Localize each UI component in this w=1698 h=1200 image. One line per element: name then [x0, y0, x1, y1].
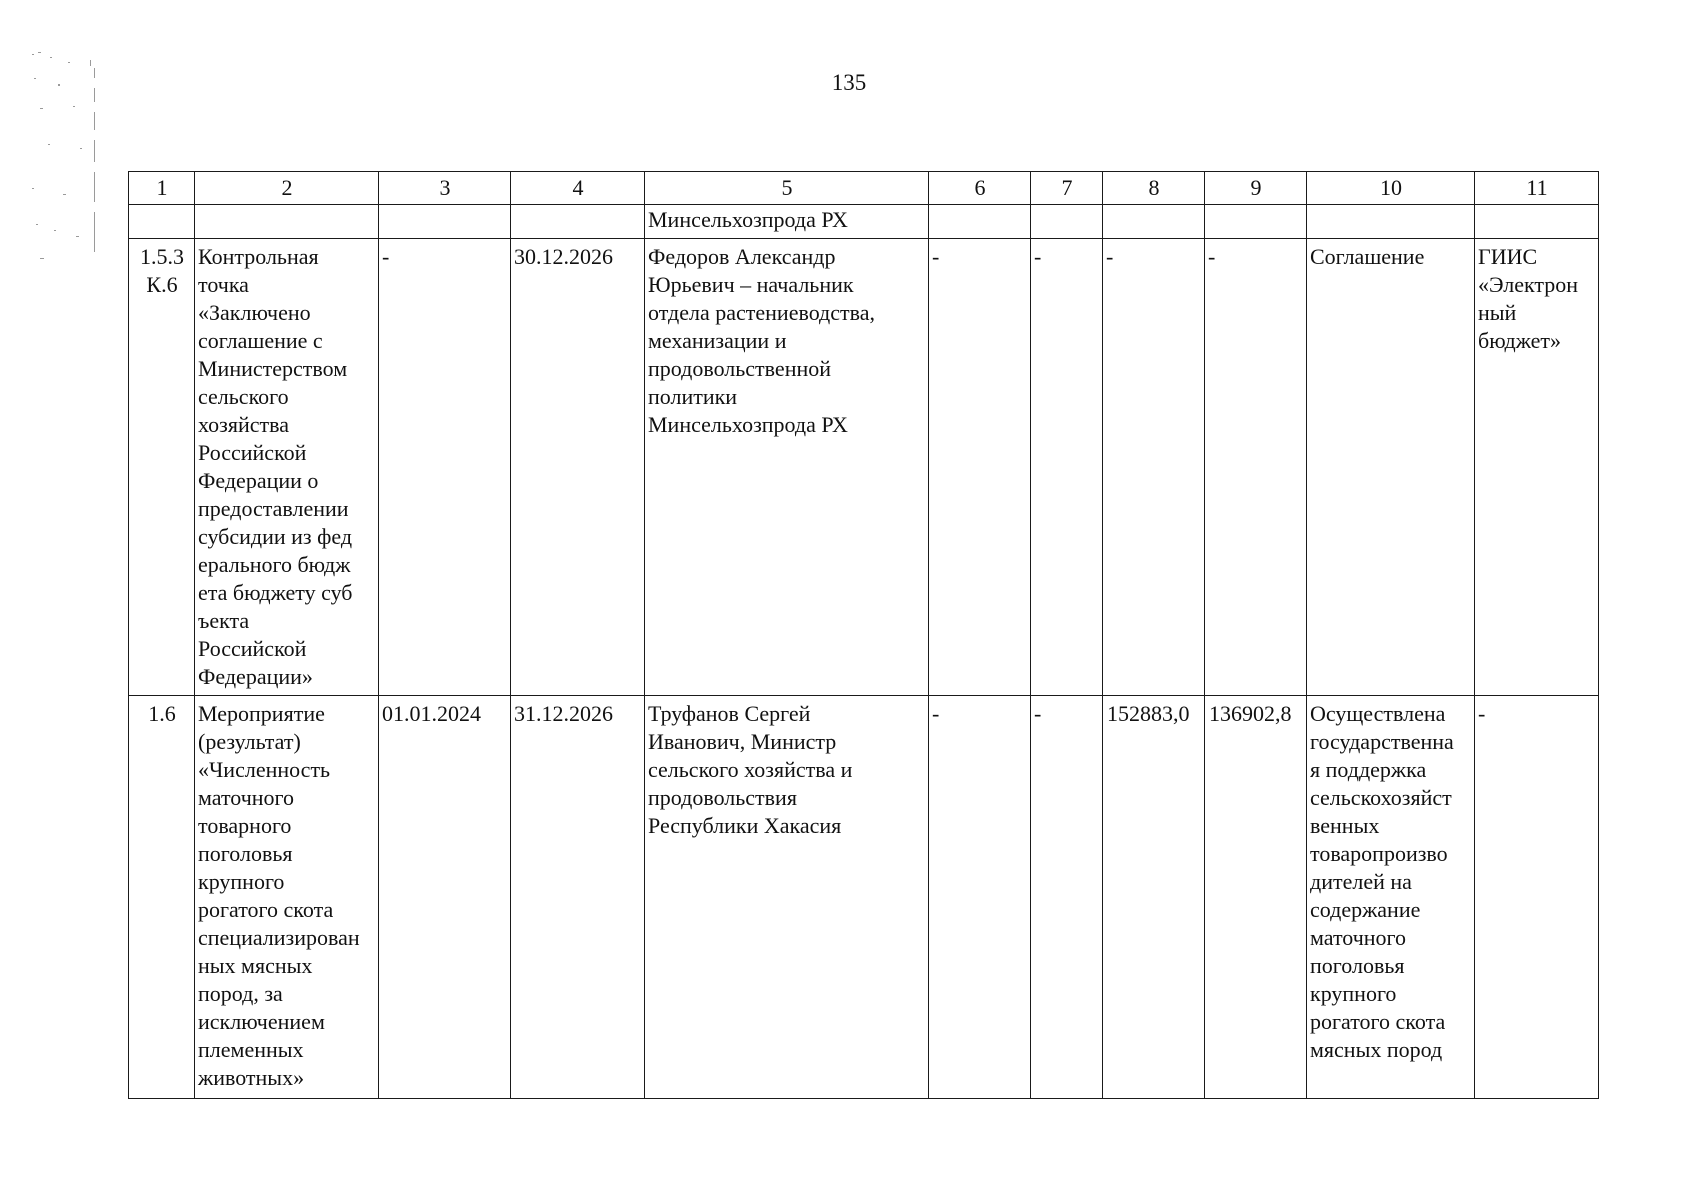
col-7-value: - [1031, 239, 1103, 696]
cell [1205, 205, 1307, 239]
row-number: 1.6 [129, 696, 195, 1099]
header-col-5: 5 [645, 172, 929, 205]
cell [511, 205, 645, 239]
start-date: - [379, 239, 511, 696]
responsible: Труфанов Сергей Иванович, Министр сельского хозяйства и продовольствия Республики Хакасия [645, 696, 929, 1099]
cell [929, 205, 1031, 239]
page-number: 135 [831, 70, 867, 95]
header-col-1: 1 [129, 172, 195, 205]
header-col-6: 6 [929, 172, 1031, 205]
header-col-3: 3 [379, 172, 511, 205]
responsible: Федоров Александр Юрьевич – начальник отдела растениеводства, механизации и продовольственной политики Минсельхозпрода РХ [645, 239, 929, 696]
row-name: Мероприятие (результат) «Численность маточного товарного поголовья крупного рогатого скота специализирован ных мясных пород, за исключением племенных животных» [195, 696, 379, 1099]
information-system: ГИИС «Электрон ный бюджет» [1475, 239, 1599, 696]
header-row [129, 172, 1599, 205]
col-6-value: - [929, 239, 1031, 696]
result-description: Соглашение [1307, 239, 1475, 696]
continuation-row [129, 205, 1599, 239]
col-9-value: - [1205, 239, 1307, 696]
header-col-4: 4 [511, 172, 645, 205]
cell [379, 205, 511, 239]
table-row [129, 696, 1599, 1099]
header-col-11: 11 [1475, 172, 1599, 205]
cell [1475, 205, 1599, 239]
header-col-2: 2 [195, 172, 379, 205]
cell [129, 205, 195, 239]
scan-margin-artifact [28, 48, 103, 268]
cell [1307, 205, 1475, 239]
responsible-continuation: Минсельхозпрода РХ [645, 205, 929, 239]
cell [1031, 205, 1103, 239]
end-date: 31.12.2026 [511, 696, 645, 1099]
cell [195, 205, 379, 239]
main-table [128, 171, 1599, 1099]
cell [1103, 205, 1205, 239]
header-col-9: 9 [1205, 172, 1307, 205]
table-row [129, 239, 1599, 696]
result-description: Осуществлена государственна я поддержка сельскохозяйст венных товаропроизво дителей на содержание маточного поголовья крупного рогатого скота мясных пород [1307, 696, 1475, 1099]
col-6-value: - [929, 696, 1031, 1099]
start-date: 01.01.2024 [379, 696, 511, 1099]
row-number: 1.5.3 К.6 [129, 239, 195, 696]
col-7-value: - [1031, 696, 1103, 1099]
col-8-value: - [1103, 239, 1205, 696]
information-system: - [1475, 696, 1599, 1099]
header-col-7: 7 [1031, 172, 1103, 205]
col-9-value: 136902,8 [1205, 696, 1307, 1099]
header-col-10: 10 [1307, 172, 1475, 205]
header-col-8: 8 [1103, 172, 1205, 205]
end-date: 30.12.2026 [511, 239, 645, 696]
row-name: Контрольная точка «Заключено соглашение с Министерством сельского хозяйства Российской Федерации о предоставлении субсидии из фед ерального бюдж ета бюджету суб ъекта Российской Федерации» [195, 239, 379, 696]
col-8-value: 152883,0 [1103, 696, 1205, 1099]
